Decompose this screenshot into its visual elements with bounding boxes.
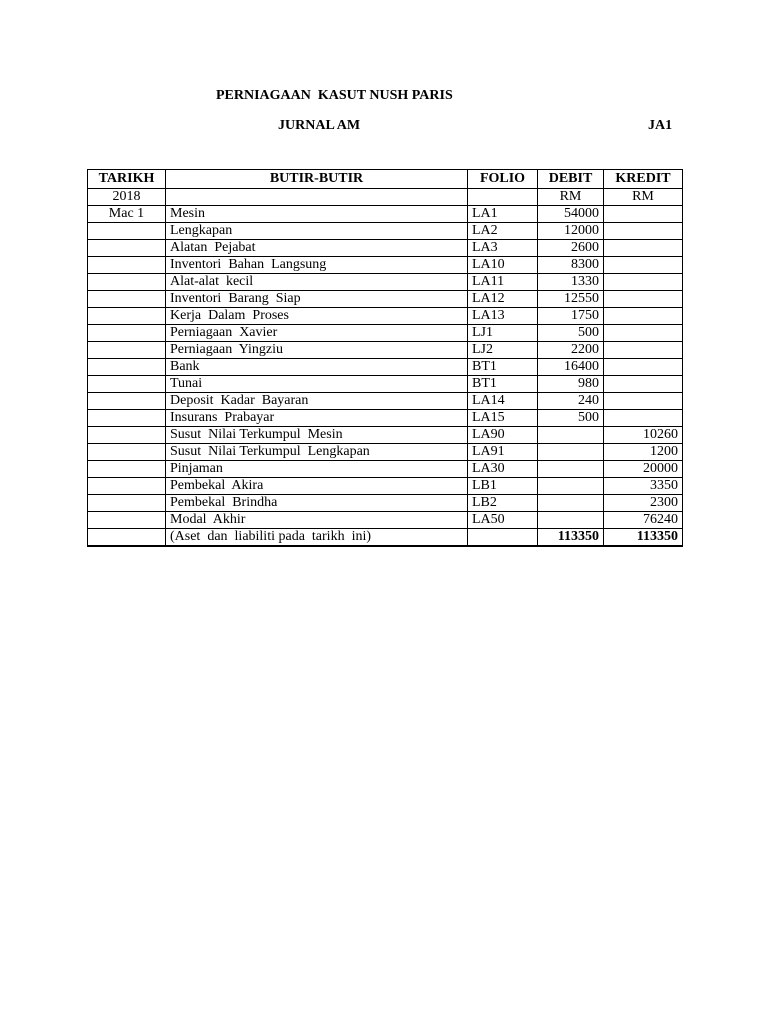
row-folio: LA3 (468, 240, 538, 257)
total-row (88, 529, 683, 547)
row-folio: LA30 (468, 461, 538, 478)
table-row (88, 257, 683, 274)
row-debit: 54000 (538, 206, 604, 223)
date-cell-empty (88, 444, 166, 461)
row-folio: LA2 (468, 223, 538, 240)
row-credit: 20000 (604, 461, 683, 478)
journal-title: JURNAL AM (278, 118, 361, 133)
row-description: Tunai (166, 376, 468, 393)
row-credit: 10260 (604, 427, 683, 444)
row-folio: LA10 (468, 257, 538, 274)
date-cell-empty (88, 461, 166, 478)
date-cell-empty (88, 274, 166, 291)
row-credit (604, 393, 683, 410)
row-credit (604, 308, 683, 325)
row-debit (538, 478, 604, 495)
row-credit (604, 274, 683, 291)
total-credit: 113350 (604, 529, 683, 547)
row-folio: LA14 (468, 393, 538, 410)
row-folio: LA12 (468, 291, 538, 308)
row-debit: 12000 (538, 223, 604, 240)
debit-currency: RM (538, 189, 604, 206)
row-description: Pembekal Akira (166, 478, 468, 495)
table-row (88, 410, 683, 427)
row-description: Bank (166, 359, 468, 376)
date-cell-empty (88, 291, 166, 308)
row-description: Susut Nilai Terkumpul Mesin (166, 427, 468, 444)
row-credit (604, 257, 683, 274)
row-description: Alatan Pejabat (166, 240, 468, 257)
row-folio: LA90 (468, 427, 538, 444)
journal-reference: JA1 (648, 118, 673, 133)
header-credit: KREDIT (604, 170, 683, 189)
total-folio (468, 529, 538, 547)
row-credit (604, 240, 683, 257)
row-description: Pembekal Brindha (166, 495, 468, 512)
date-cell-empty (88, 240, 166, 257)
row-description: Susut Nilai Terkumpul Lengkapan (166, 444, 468, 461)
row-description: Perniagaan Yingziu (166, 342, 468, 359)
row-debit: 2200 (538, 342, 604, 359)
row-credit (604, 359, 683, 376)
row-folio: LA91 (468, 444, 538, 461)
row-debit: 12550 (538, 291, 604, 308)
total-debit: 113350 (538, 529, 604, 547)
row-description: Perniagaan Xavier (166, 325, 468, 342)
general-journal-table (87, 169, 683, 547)
row-credit (604, 325, 683, 342)
row-description: Lengkapan (166, 223, 468, 240)
row-credit (604, 206, 683, 223)
table-row (88, 308, 683, 325)
row-debit: 1330 (538, 274, 604, 291)
table-row (88, 495, 683, 512)
row-debit (538, 495, 604, 512)
table-row (88, 512, 683, 529)
row-debit: 16400 (538, 359, 604, 376)
row-debit: 2600 (538, 240, 604, 257)
table-header-row (88, 170, 683, 189)
row-description: Kerja Dalam Proses (166, 308, 468, 325)
row-folio: LA1 (468, 206, 538, 223)
year-cell: 2018 (88, 189, 166, 206)
date-cell-empty (88, 427, 166, 444)
row-debit: 500 (538, 325, 604, 342)
header-debit: DEBIT (538, 170, 604, 189)
date-cell-empty (88, 257, 166, 274)
row-description: Modal Akhir (166, 512, 468, 529)
row-folio: LJ2 (468, 342, 538, 359)
row-description: Deposit Kadar Bayaran (166, 393, 468, 410)
date-cell-empty (88, 410, 166, 427)
header-folio: FOLIO (468, 170, 538, 189)
table-row (88, 444, 683, 461)
table-row (88, 206, 683, 223)
row-debit: 8300 (538, 257, 604, 274)
table-row (88, 427, 683, 444)
date-cell-empty (88, 342, 166, 359)
table-row (88, 223, 683, 240)
row-credit: 3350 (604, 478, 683, 495)
table-row (88, 359, 683, 376)
row-description: Alat-alat kecil (166, 274, 468, 291)
row-debit: 500 (538, 410, 604, 427)
date-cell-empty (88, 495, 166, 512)
date-cell-empty (88, 376, 166, 393)
row-credit (604, 223, 683, 240)
currency-row (88, 189, 683, 206)
row-credit (604, 291, 683, 308)
date-cell-empty (88, 223, 166, 240)
row-debit (538, 427, 604, 444)
row-folio: LA50 (468, 512, 538, 529)
total-description: (Aset dan liabiliti pada tarikh ini) (166, 529, 468, 547)
row-folio: LA11 (468, 274, 538, 291)
header-date: TARIKH (88, 170, 166, 189)
row-credit (604, 342, 683, 359)
row-debit (538, 444, 604, 461)
table-row (88, 291, 683, 308)
table-row (88, 274, 683, 291)
row-credit (604, 376, 683, 393)
date-cell-empty (88, 529, 166, 547)
row-debit (538, 512, 604, 529)
table-row (88, 325, 683, 342)
row-folio: LB2 (468, 495, 538, 512)
row-description: Pinjaman (166, 461, 468, 478)
row-description: Mesin (166, 206, 468, 223)
date-cell-empty (88, 359, 166, 376)
row-folio: BT1 (468, 359, 538, 376)
row-description: Inventori Bahan Langsung (166, 257, 468, 274)
row-folio: LJ1 (468, 325, 538, 342)
table-row (88, 461, 683, 478)
row-credit: 2300 (604, 495, 683, 512)
row-description: Inventori Barang Siap (166, 291, 468, 308)
table-body (88, 189, 683, 547)
date-cell-empty (88, 512, 166, 529)
row-folio: LB1 (468, 478, 538, 495)
row-description: Insurans Prabayar (166, 410, 468, 427)
row-folio: LA13 (468, 308, 538, 325)
date-cell-empty (88, 478, 166, 495)
date-cell-empty (88, 393, 166, 410)
row-folio: LA15 (468, 410, 538, 427)
table-row (88, 478, 683, 495)
table-row (88, 342, 683, 359)
row-folio: BT1 (468, 376, 538, 393)
row-debit (538, 461, 604, 478)
row-debit: 240 (538, 393, 604, 410)
table-row (88, 240, 683, 257)
credit-currency: RM (604, 189, 683, 206)
row-credit: 76240 (604, 512, 683, 529)
date-cell-empty (88, 325, 166, 342)
date-cell-empty (88, 308, 166, 325)
table-row (88, 393, 683, 410)
date-cell: Mac 1 (88, 206, 166, 223)
row-credit: 1200 (604, 444, 683, 461)
company-title: PERNIAGAAN KASUT NUSH PARIS (216, 88, 453, 103)
row-debit: 980 (538, 376, 604, 393)
row-credit (604, 410, 683, 427)
row-debit: 1750 (538, 308, 604, 325)
header-description: BUTIR-BUTIR (166, 170, 468, 189)
table-row (88, 376, 683, 393)
